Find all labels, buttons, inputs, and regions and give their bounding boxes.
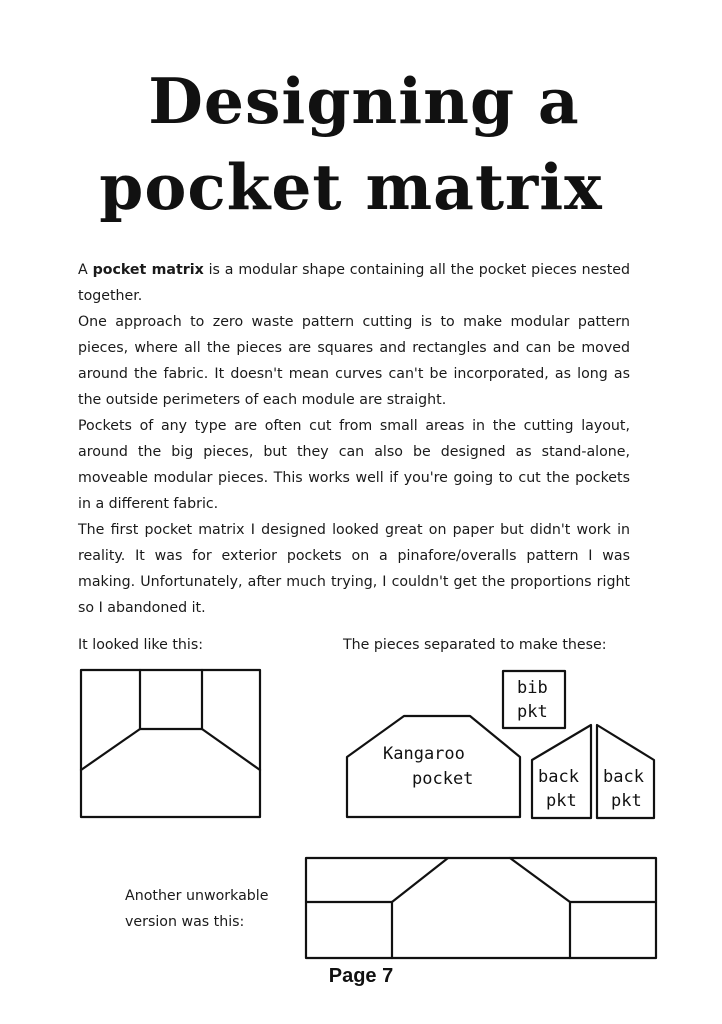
back-left-label-2: pkt bbox=[546, 791, 577, 811]
paragraph-pockets: Pockets of any type are often cut from small areas in the cutting layout, around the big pieces, but they can also be designed as stand-alone, moveable modular pieces. This works well if you're going to cut the pockets in a different fabric. bbox=[78, 418, 630, 512]
paragraph-modular: One approach to zero waste pattern cutting is to make modular pattern pieces, where all the pieces are squares and rectangles and can be moved around the fabric. It doesn't mean curves can't be incorporated, as long as the outside perimeters of each module are straight. bbox=[78, 314, 630, 408]
bib-label-1: bib bbox=[517, 678, 548, 698]
paragraph-intro bbox=[78, 257, 630, 309]
title-line-2: pocket matrix bbox=[99, 150, 603, 224]
back-right-label-1: back bbox=[603, 767, 644, 787]
intro-prefix: A bbox=[78, 262, 93, 278]
kangaroo-label-2: pocket bbox=[412, 769, 474, 789]
kangaroo-pocket-sketch bbox=[347, 716, 520, 817]
back-right-label-2: pkt bbox=[611, 791, 642, 811]
caption-separated: The pieces separated to make these: bbox=[343, 637, 607, 653]
matrix-sketch-1 bbox=[81, 670, 260, 817]
title-line-1: Designing a bbox=[148, 64, 580, 138]
caption-looked-like: It looked like this: bbox=[78, 637, 204, 653]
bib-pocket-sketch bbox=[503, 671, 565, 728]
caption-another-version: Another unworkable version was this: bbox=[125, 888, 269, 930]
back-left-label-1: back bbox=[538, 767, 579, 787]
intro-rest: is a modular shape containing all the pocket pieces nested together. bbox=[78, 262, 630, 304]
bib-label-2: pkt bbox=[517, 702, 548, 722]
pocket-matrix-term: pocket matrix bbox=[92, 262, 204, 278]
matrix-sketch-2 bbox=[306, 858, 656, 958]
back-pocket-left-sketch bbox=[532, 725, 591, 818]
paragraph-first-matrix: The first pocket matrix I designed looked great on paper but didn't work in reality. It was for exterior pockets on a pinafore/overalls pattern I was making. Unfortunately, after much trying, I couldn't get the proportions right so I abandoned it. bbox=[78, 522, 630, 616]
body-text bbox=[78, 257, 630, 621]
page-title bbox=[0, 58, 722, 230]
back-pocket-right-sketch bbox=[597, 725, 654, 818]
page-number: Page 7 bbox=[328, 965, 394, 987]
kangaroo-label-1: Kangaroo bbox=[383, 744, 465, 764]
